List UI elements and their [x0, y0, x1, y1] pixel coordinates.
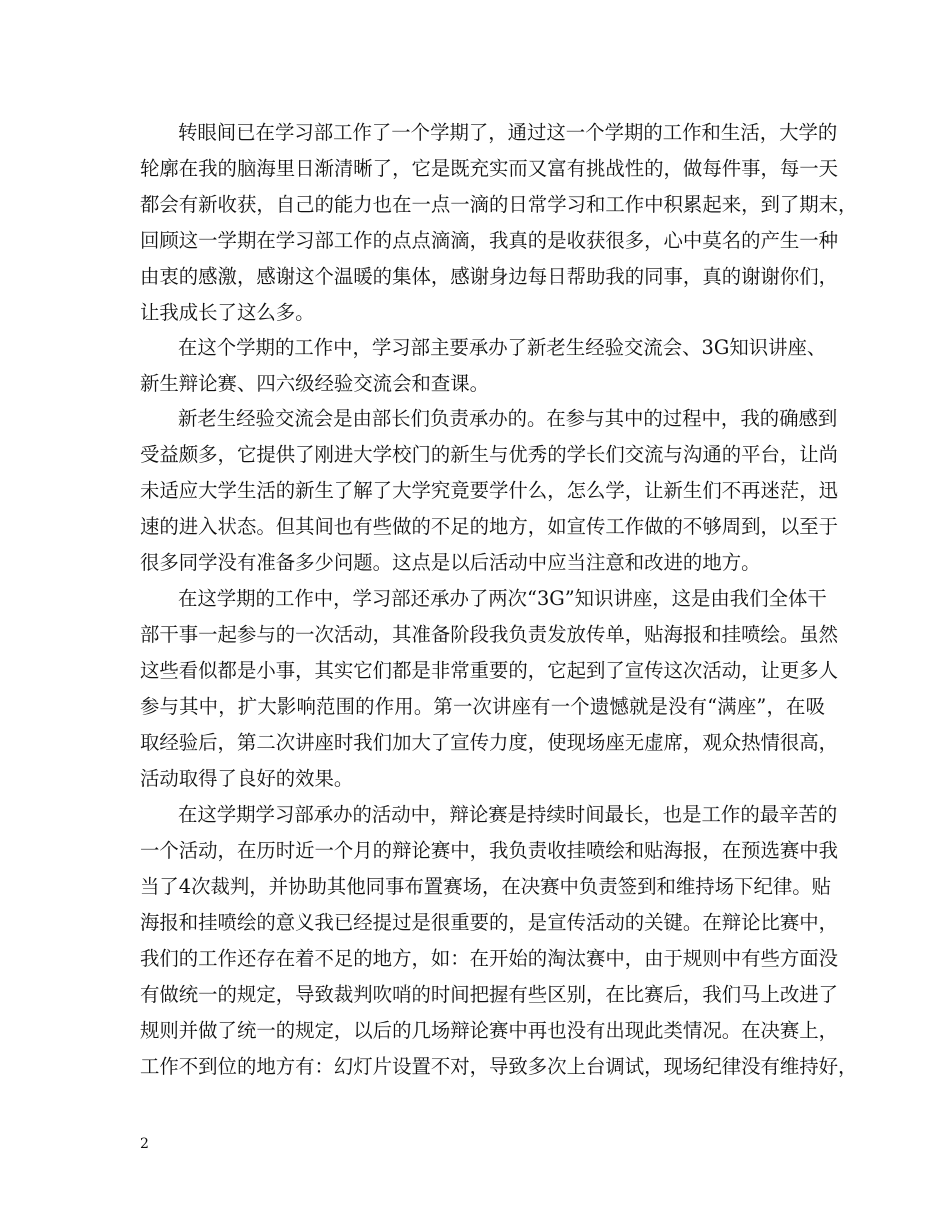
- text-line: 我们的工作还存在着不足的地方，如：在开始的淘汰赛中，由于规则中有些方面没: [140, 947, 839, 970]
- text-line: 都会有新收获，自己的能力也在一点一滴的日常学习和工作中积累起来，到了期末，: [140, 193, 858, 216]
- text-line: 当了4次裁判，并协助其他同事布置赛场，在决赛中负责签到和维持场下纪律。贴: [140, 875, 832, 898]
- text-line: 这些看似都是小事，其实它们都是非常重要的，它起到了宣传这次活动，让更多人: [140, 659, 839, 682]
- text-line: 让我成长了这么多。: [140, 301, 315, 324]
- text-line: 部干事一起参与的一次活动，其准备阶段我负责发放传单，贴海报和挂喷绘。虽然: [140, 623, 839, 646]
- text-line: 取经验后，第二次讲座时我们加大了宣传力度，使现场座无虚席，观众热情很高，: [140, 731, 839, 754]
- text-line: 规则并做了统一的规定，以后的几场辩论赛中再也没有出现此类情况。在决赛上，: [140, 1019, 839, 1042]
- text-line: 回顾这一学期在学习部工作的点点滴滴，我真的是收获很多，心中莫名的产生一种: [140, 229, 839, 252]
- text-line: 新老生经验交流会是由部长们负责承办的。在参与其中的过程中，我的确感到: [178, 407, 838, 430]
- text-line: 新生辩论赛、四六级经验交流会和查课。: [140, 372, 490, 395]
- text-line: 未适应大学生活的新生了解了大学究竟要学什么，怎么学，让新生们不再迷茫，迅: [140, 479, 839, 502]
- text-line: 工作不到位的地方有：幻灯片设置不对，导致多次上台调试，现场纪律没有维持好，: [140, 1055, 858, 1078]
- text-line: 很多同学没有准备多少问题。这点是以后活动中应当注意和改进的地方。: [140, 551, 761, 574]
- text-line: 轮廓在我的脑海里日渐清晰了，它是既充实而又富有挑战性的，做每件事，每一天: [140, 157, 839, 180]
- text-line: 在这学期学习部承办的活动中，辩论赛是持续时间最长，也是工作的最辛苦的: [178, 803, 838, 826]
- page-number: 2: [140, 1136, 149, 1152]
- text-line: 海报和挂喷绘的意义我已经提过是很重要的，是宣传活动的关键。在辩论比赛中，: [140, 911, 839, 934]
- text-line: 在这个学期的工作中，学习部主要承办了新老生经验交流会、3G知识讲座、: [178, 336, 827, 359]
- text-line: 参与其中，扩大影响范围的作用。第一次讲座有一个遗憾就是没有“满座”，在吸: [140, 695, 825, 718]
- text-line: 一个活动，在历时近一个月的辩论赛中，我负责收挂喷绘和贴海报，在预选赛中我: [140, 839, 839, 862]
- text-line: 在这学期的工作中，学习部还承办了两次“3G”知识讲座，这是由我们全体干: [178, 587, 827, 610]
- text-line: 活动取得了良好的效果。: [140, 767, 354, 790]
- text-line: 受益颇多，它提供了刚进大学校门的新生与优秀的学长们交流与沟通的平台，让尚: [140, 443, 839, 466]
- text-line: 由衷的感激，感谢这个温暖的集体，感谢身边每日帮助我的同事，真的谢谢你们，: [140, 265, 839, 288]
- text-line: 速的进入状态。但其间也有些做的不足的地方，如宣传工作做的不够周到，以至于: [140, 515, 839, 538]
- text-line: 转眼间已在学习部工作了一个学期了，通过这一个学期的工作和生活，大学的: [178, 121, 838, 144]
- text-line: 有做统一的规定，导致裁判吹哨的时间把握有些区别，在比赛后，我们马上改进了: [140, 983, 839, 1006]
